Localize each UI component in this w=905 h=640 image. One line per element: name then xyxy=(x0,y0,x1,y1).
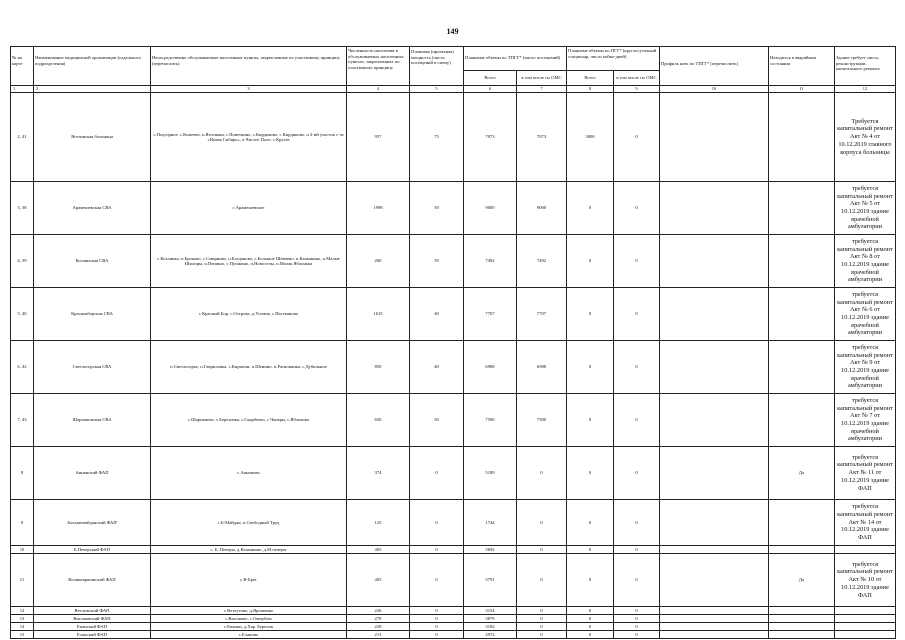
column-number: 5 xyxy=(410,86,464,93)
row-settlements: с.Козлинка, п.Броково, с.Смирново, п.Богданово, с.Большое Шевчено, п.Казанкино, п.Малые Шилпры, п.Пешино, с.Пушкино, п.Новоселы, п.Малая Яблонька xyxy=(151,235,347,288)
row-population: 228 xyxy=(347,623,410,631)
table-row xyxy=(11,182,896,235)
row-population: 650 xyxy=(347,394,410,447)
row-population: 850 xyxy=(347,341,410,394)
column-number: 9 xyxy=(614,86,660,93)
row-population: 1998 xyxy=(347,182,410,235)
row-repair-status: требуется капитальный ремонт Акт № 10 от 10.12.2019 здание ФАП xyxy=(835,554,896,607)
row-bed-profile xyxy=(660,500,769,546)
row-beds-total: 0 xyxy=(567,631,614,639)
column-number: 1 xyxy=(11,86,34,93)
row-beds-total: 0 xyxy=(567,546,614,554)
table-row xyxy=(11,447,896,500)
row-settlements: с.Подгорное, с.Кипеево, п.Яготинка, с.Поветкино, с.Кирдиково, с.Кирдиково, п.3-ий участок с-за «Новая Сибирь», п.Чистое Поле, с.Кругле xyxy=(151,93,347,182)
row-emergency xyxy=(769,93,835,182)
row-org-name: Анненский ФАП xyxy=(34,447,151,500)
row-visits-oms: 9000 xyxy=(517,182,567,235)
row-map-number: 5, 40 xyxy=(11,288,34,341)
row-capacity: 40 xyxy=(410,288,464,341)
row-visits-total: 3154 xyxy=(464,607,517,615)
row-capacity: 0 xyxy=(410,607,464,615)
row-org-name: Большемайданский ФАП xyxy=(34,500,151,546)
row-repair-status: требуется капитальный ремонт Акт № 9 от 10.12.2019 здание врачебной амбулатории xyxy=(835,341,896,394)
row-population: 260 xyxy=(347,235,410,288)
header-bed-profile: Профиль коек по ТПГГ* (перечислить) xyxy=(660,47,769,86)
header-org-name: Наименование медицинской организации (отдельного подразделения) xyxy=(34,47,151,86)
row-visits-total: 5692 xyxy=(464,546,517,554)
row-capacity: 50 xyxy=(410,182,464,235)
header-beds-total: Всего xyxy=(567,71,614,86)
row-org-name: Еланский ФАП xyxy=(34,631,151,639)
row-population: 1615 xyxy=(347,288,410,341)
row-beds-total: 0 xyxy=(567,615,614,623)
row-emergency xyxy=(769,631,835,639)
column-number: 11 xyxy=(769,86,835,93)
row-beds-total: 0 xyxy=(567,554,614,607)
row-visits-oms: 7492 xyxy=(517,235,567,288)
row-repair-status xyxy=(835,631,896,639)
row-beds-total: 0 xyxy=(567,394,614,447)
row-population: 957 xyxy=(347,93,410,182)
row-repair-status xyxy=(835,623,896,631)
header-population: Численность населения в обслуживаемых населенных пунктах, закрепленных по участковому принципу xyxy=(347,47,410,86)
header-emergency: Находится в аварийном состоянии xyxy=(769,47,835,86)
row-emergency xyxy=(769,607,835,615)
row-org-name: Ветлужский ФАП xyxy=(34,607,151,615)
row-bed-profile xyxy=(660,631,769,639)
row-org-name: Яготинская больница xyxy=(34,93,151,182)
row-beds-oms: 0 xyxy=(614,546,660,554)
row-beds-oms: 0 xyxy=(614,182,660,235)
row-visits-oms: 0 xyxy=(517,607,567,615)
row-visits-oms: 7500 xyxy=(517,394,567,447)
row-visits-oms: 0 xyxy=(517,615,567,623)
row-org-name: Б.Печерский ФАП xyxy=(34,546,151,554)
row-beds-oms: 0 xyxy=(614,500,660,546)
column-number: 12 xyxy=(835,86,896,93)
row-visits-total: 1744 xyxy=(464,500,517,546)
row-bed-profile xyxy=(660,623,769,631)
row-visits-oms: 0 xyxy=(517,447,567,500)
table-row xyxy=(11,341,896,394)
header-settlements: Непосредственно обслуживаемые населенные пункты, закрепленные по участковому принципу (перечислить) xyxy=(151,47,347,86)
row-visits-oms: 0 xyxy=(517,500,567,546)
row-org-name: Епанский ФАП xyxy=(34,623,151,631)
row-repair-status xyxy=(835,615,896,623)
row-emergency xyxy=(769,500,835,546)
column-number: 10 xyxy=(660,86,769,93)
row-bed-profile xyxy=(660,182,769,235)
row-visits-oms: 7707 xyxy=(517,288,567,341)
row-capacity: 0 xyxy=(410,546,464,554)
row-population: 374 xyxy=(347,447,410,500)
row-settlements: п.Светлогорье, п.Гавриловка, с.Кирпичи, п.Шенино, п.Ратновинка, с.Дубильное xyxy=(151,341,347,394)
table-row xyxy=(11,500,896,546)
row-map-number: 11 xyxy=(11,554,34,607)
row-beds-total: 0 xyxy=(567,623,614,631)
row-emergency xyxy=(769,546,835,554)
row-map-number: 13 xyxy=(11,615,34,623)
header-beds-oms: в том числе по ОМС xyxy=(614,71,660,86)
row-repair-status xyxy=(835,546,896,554)
row-emergency xyxy=(769,182,835,235)
row-org-name: Великовршинский ФАП xyxy=(34,554,151,607)
row-emergency xyxy=(769,341,835,394)
row-beds-oms: 0 xyxy=(614,288,660,341)
row-population: 213 xyxy=(347,631,410,639)
header-visits-plan: Плановые объемы по ТПГГ* (число посещений) xyxy=(464,47,567,71)
header-row xyxy=(11,47,896,71)
row-emergency xyxy=(769,288,835,341)
row-bed-profile xyxy=(660,235,769,288)
row-beds-total: 0 xyxy=(567,182,614,235)
row-visits-oms: 0 xyxy=(517,623,567,631)
row-bed-profile xyxy=(660,607,769,615)
row-visits-total: 9000 xyxy=(464,182,517,235)
row-bed-profile xyxy=(660,288,769,341)
row-emergency xyxy=(769,235,835,288)
column-number: 8 xyxy=(567,86,614,93)
row-emergency xyxy=(769,615,835,623)
table-body xyxy=(11,93,896,639)
row-capacity: 75 xyxy=(410,93,464,182)
row-bed-profile xyxy=(660,341,769,394)
row-population: 405 xyxy=(347,554,410,607)
row-map-number: 3, 38 xyxy=(11,182,34,235)
row-bed-profile xyxy=(660,554,769,607)
row-beds-total: 0 xyxy=(567,288,614,341)
table-row xyxy=(11,554,896,607)
row-capacity: 50 xyxy=(410,394,464,447)
row-capacity: 0 xyxy=(410,500,464,546)
row-visits-oms: 0 xyxy=(517,631,567,639)
row-org-name: Козлинская СВА xyxy=(34,235,151,288)
row-bed-profile xyxy=(660,447,769,500)
row-beds-oms: 0 xyxy=(614,623,660,631)
row-beds-total: 0 xyxy=(567,500,614,546)
row-beds-oms: 0 xyxy=(614,554,660,607)
row-visits-total: 3182 xyxy=(464,623,517,631)
row-org-name: Светлогорская СВА xyxy=(34,341,151,394)
row-settlements: с.Высоково, с.Ожерблю xyxy=(151,615,347,623)
row-org-name: Краснояборская СВА xyxy=(34,288,151,341)
row-org-name: Арамешевская СВА xyxy=(34,182,151,235)
row-visits-total: 6988 xyxy=(464,341,517,394)
header-map-number: № на карте xyxy=(11,47,34,86)
row-emergency xyxy=(769,394,835,447)
header-visits-oms: в том числе по ОМС xyxy=(517,71,567,86)
row-map-number: 9 xyxy=(11,500,34,546)
row-map-number: 2, 41 xyxy=(11,93,34,182)
column-number: 3 xyxy=(151,86,347,93)
row-capacity: 50 xyxy=(410,235,464,288)
row-repair-status: Требуется капитальный ремонт Акт № 4 от 10.12.2019 главного корпуса больницы xyxy=(835,93,896,182)
row-capacity: 0 xyxy=(410,623,464,631)
row-population: 125 xyxy=(347,500,410,546)
row-repair-status: требуется капитальный ремонт Акт № 6 от 10.12.2019 здание врачебной амбулатории xyxy=(835,288,896,341)
row-map-number: 14 xyxy=(11,623,34,631)
row-repair-status: требуется капитальный ремонт Акт № 5 от 10.12.2019 здание врачебной амбулатории xyxy=(835,182,896,235)
row-repair-status: требуется капитальный ремонт Акт № 11 от 10.12.2019 здание ФАП xyxy=(835,447,896,500)
row-settlements: с.Арамешевское xyxy=(151,182,347,235)
table-row xyxy=(11,623,896,631)
row-beds-total: 3000 xyxy=(567,93,614,182)
row-visits-total: 3879 xyxy=(464,615,517,623)
row-visits-oms: 0 xyxy=(517,546,567,554)
table-row xyxy=(11,235,896,288)
table-row xyxy=(11,394,896,447)
row-settlements: с.Еланово xyxy=(151,631,347,639)
row-beds-oms: 0 xyxy=(614,631,660,639)
row-settlements: с.Шарпаново, с.Березовка, с.Скарбеево, с.Чапары, с.Яблоково xyxy=(151,394,347,447)
row-capacity: 40 xyxy=(410,341,464,394)
page-number: 149 xyxy=(446,27,459,36)
row-emergency: Да xyxy=(769,447,835,500)
row-beds-total: 0 xyxy=(567,235,614,288)
row-repair-status: требуется капитальный ремонт Акт № 7 от 10.12.2019 здание врачебной амбулатории xyxy=(835,394,896,447)
row-visits-oms: 6988 xyxy=(517,341,567,394)
row-beds-total: 0 xyxy=(567,607,614,615)
row-settlements: с.Красный Бор, с.Острова, д.Усомна, с.Пасеканово xyxy=(151,288,347,341)
row-visits-oms: 0 xyxy=(517,554,567,607)
row-beds-oms: 0 xyxy=(614,607,660,615)
row-visits-total: 7707 xyxy=(464,288,517,341)
header-beds-plan: Плановые объемы по ПГГ* (круглосуточный стационар, число койко-дней) xyxy=(567,47,660,71)
row-settlements: с.Епанки, д.Хар. Берелок xyxy=(151,623,347,631)
table-row xyxy=(11,546,896,554)
row-emergency: Да xyxy=(769,554,835,607)
row-settlements: с. Б. Печеры, д.Казанкино, д.М.печеры xyxy=(151,546,347,554)
row-settlements: с.Анненово xyxy=(151,447,347,500)
row-org-name: Высоковский ФАП xyxy=(34,615,151,623)
row-capacity: 0 xyxy=(410,554,464,607)
row-map-number: 8 xyxy=(11,447,34,500)
row-emergency xyxy=(769,623,835,631)
row-beds-oms: 0 xyxy=(614,341,660,394)
row-visits-total: 5189 xyxy=(464,447,517,500)
row-map-number: 7, 43 xyxy=(11,394,34,447)
table-row xyxy=(11,607,896,615)
header-visits-total: Всего xyxy=(464,71,517,86)
row-population: 405 xyxy=(347,546,410,554)
row-map-number: 6, 42 xyxy=(11,341,34,394)
row-beds-oms: 0 xyxy=(614,235,660,288)
row-org-name: Шарпановская СВА xyxy=(34,394,151,447)
row-settlements: с.Ветлугово, д.Ярошенко xyxy=(151,607,347,615)
row-repair-status xyxy=(835,607,896,615)
row-capacity: 0 xyxy=(410,447,464,500)
column-number: 6 xyxy=(464,86,517,93)
row-map-number: 12 xyxy=(11,607,34,615)
column-number-row xyxy=(11,86,896,93)
row-bed-profile xyxy=(660,394,769,447)
row-map-number: 4, 39 xyxy=(11,235,34,288)
row-capacity: 0 xyxy=(410,631,464,639)
facilities-table xyxy=(10,46,896,639)
row-beds-oms: 0 xyxy=(614,447,660,500)
table-row xyxy=(11,631,896,639)
row-visits-total: 7500 xyxy=(464,394,517,447)
row-bed-profile xyxy=(660,615,769,623)
row-map-number: 15 xyxy=(11,631,34,639)
row-settlements: с.В-Брег xyxy=(151,554,347,607)
row-beds-oms: 0 xyxy=(614,615,660,623)
table-row xyxy=(11,615,896,623)
column-number: 4 xyxy=(347,86,410,93)
row-capacity: 0 xyxy=(410,615,464,623)
row-bed-profile xyxy=(660,93,769,182)
row-bed-profile xyxy=(660,546,769,554)
row-beds-oms: 0 xyxy=(614,93,660,182)
row-repair-status: требуется капитальный ремонт Акт № 8 от 10.12.2019 здание врачебной амбулатории xyxy=(835,235,896,288)
column-number: 7 xyxy=(517,86,567,93)
header-repair: Здание требует сноса, реконструкции, капитального ремонта xyxy=(835,47,896,86)
row-beds-total: 0 xyxy=(567,447,614,500)
column-number: 2 xyxy=(34,86,151,93)
row-settlements: с.Б-Майдан, п.Свободный Труд xyxy=(151,500,347,546)
row-beds-total: 0 xyxy=(567,341,614,394)
row-population: 278 xyxy=(347,615,410,623)
row-visits-total: 7492 xyxy=(464,235,517,288)
row-beds-oms: 0 xyxy=(614,394,660,447)
row-map-number: 10 xyxy=(11,546,34,554)
row-population: 226 xyxy=(347,607,410,615)
row-visits-total: 5791 xyxy=(464,554,517,607)
table-row xyxy=(11,288,896,341)
row-visits-total: 2972 xyxy=(464,631,517,639)
row-repair-status: требуется капитальный ремонт Акт № 14 от 10.12.2019 здание ФАП xyxy=(835,500,896,546)
header-capacity: Плановая (проектная) мощность (число посещений в смену) xyxy=(410,47,464,86)
table-row xyxy=(11,93,896,182)
row-visits-oms: 7073 xyxy=(517,93,567,182)
row-visits-total: 7073 xyxy=(464,93,517,182)
